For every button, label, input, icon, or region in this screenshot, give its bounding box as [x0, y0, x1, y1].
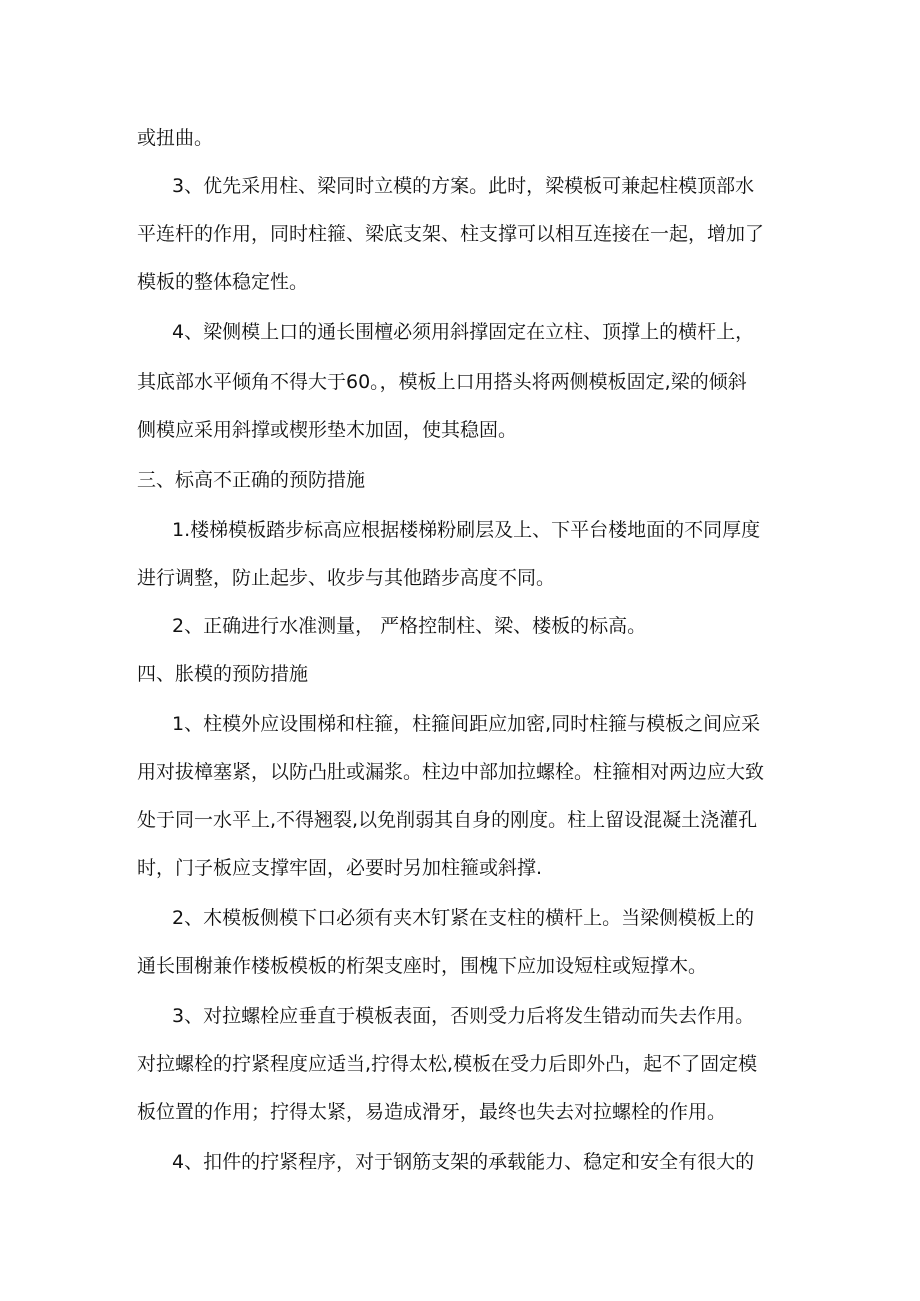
text-line: 2、正确进行水准测量， 严格控制柱、梁、楼板的标高。 [172, 615, 647, 637]
section-heading: 三、标高不正确的预防措施 [137, 469, 366, 491]
text-line: 其底部水平倾角不得大于60。，模板上口用搭头将两侧模板固定,梁的倾斜 [137, 371, 747, 393]
text-line: 3、优先采用柱、梁同时立模的方案。此时，梁模板可兼起柱模顶部水 [172, 175, 755, 197]
text-line: 通长围榭兼作楼板模板的桁架支座时，围槐下应加设短柱或短撑木。 [137, 955, 708, 977]
text-line: 或扭曲。 [137, 127, 214, 149]
text-line: 3、对拉螺栓应垂直于模板表面，否则受力后将发生错动而失去作用。 [172, 1005, 755, 1027]
text-line: 平连杆的作用，同时柱箍、梁底支架、柱支撑可以相互连接在一起，增加了 [137, 223, 765, 245]
text-line: 板位置的作用；拧得太紧，易造成滑牙，最终也失去对拉螺栓的作用。 [137, 1101, 727, 1123]
text-line: 对拉螺栓的拧紧程度应适当,拧得太松,模板在受力后即外凸，起不了固定模 [137, 1053, 758, 1075]
text-line: 1.楼梯模板踏步标高应根据楼梯粉刷层及上、下平台楼地面的不同厚度 [172, 519, 761, 541]
text-line: 2、木模板侧模下口必须有夹木钉紧在支柱的横杆上。当梁侧模板上的 [172, 907, 755, 929]
text-line: 进行调整，防止起步、收步与其他踏步高度不同。 [137, 567, 556, 589]
text-line: 侧模应采用斜撑或楔形垫木加固，使其稳固。 [137, 419, 518, 441]
section-heading: 四、胀模的预防措施 [137, 663, 309, 685]
text-line: 用对拔樟塞紧，以防凸肚或漏浆。柱边中部加拉螺栓。柱箍相对两边应大致 [137, 761, 765, 783]
text-line: 4、扣件的拧紧程序，对于钢筋支架的承载能力、稳定和安全有很大的 [172, 1151, 755, 1173]
text-line: 模板的整体稳定性。 [137, 271, 309, 293]
text-line: 时，门子板应支撑牢固，必要时另加柱箍或斜撑. [137, 857, 543, 879]
text-line: 1、柱模外应设围梯和柱箍，柱箍间距应加密,同时柱箍与模板之间应采 [172, 713, 761, 735]
text-line: 处于同一水平上,不得翘裂,以免削弱其自身的刚度。柱上留设混凝土浇灌孔 [137, 809, 758, 831]
text-line: 4、梁侧模上口的通长围檀必须用斜撑固定在立柱、顶撑上的横杆上， [172, 321, 755, 343]
